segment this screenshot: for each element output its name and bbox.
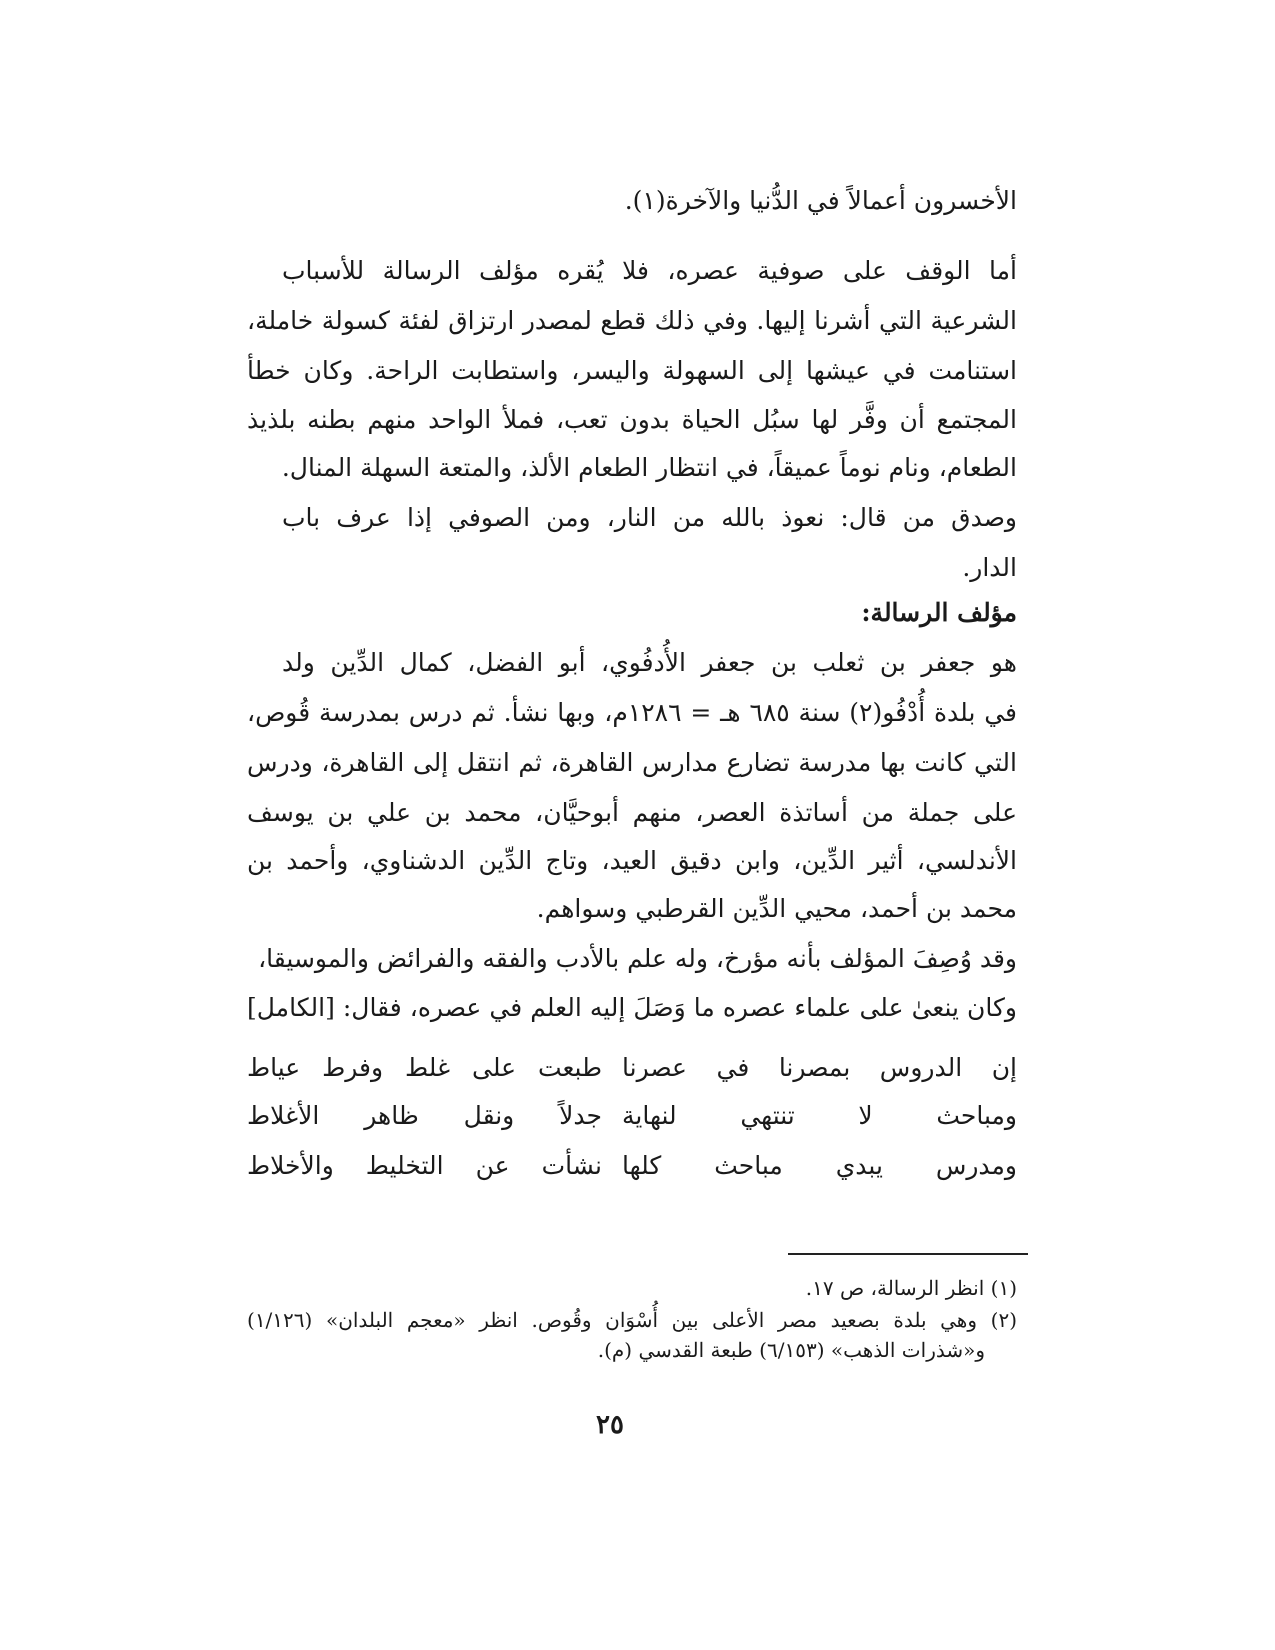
footnote-separator (788, 1253, 1028, 1255)
paragraph-first-line: وقد وُصِفَ المؤلف بأنه مؤرخ، وله علم بالأدب والفقه والفرائض والموسيقا، (258, 944, 1017, 973)
poem-verse (247, 1103, 1017, 1128)
footnote: (١) انظر الرسالة، ص ١٧. (805, 1276, 1017, 1300)
paragraph-first-line: وصدق من قال: نعوذ بالله من النار، ومن الصوفي إذا عرف باب (282, 503, 1017, 532)
body-line: وكان ينعىٰ على علماء عصره ما وَصَلَ إليه العلم في عصره، فقال: [الكامل] (247, 993, 1017, 1022)
paragraph-first-line: أما الوقف على صوفية عصره، فلا يُقره مؤلف الرسالة للأسباب (282, 256, 1017, 285)
verse-second-hemistich: طبعت على غلط وفرط عياط (247, 1053, 602, 1082)
verse-first-hemistich: إن الدروس بمصرنا في عصرنا (622, 1053, 1017, 1082)
body-line: استنامت في عيشها إلى السهولة واليسر، واستطابت الراحة. وكان خطأ (247, 356, 1017, 385)
body-line: الشرعية التي أشرنا إليها. وفي ذلك قطع لمصدر ارتزاق لفئة كسولة خاملة، (247, 306, 1017, 335)
poem-verse (247, 1055, 1017, 1080)
body-line: محمد بن أحمد، محيي الدِّين القرطبي وسواهم. (536, 894, 1017, 923)
body-line: في بلدة أُدْفُو(٢) سنة ٦٨٥ هـ = ١٢٨٦م، وبها نشأ. ثم درس بمدرسة قُوص، (247, 698, 1017, 727)
poem-verse (247, 1153, 1017, 1178)
body-line: الأخسرون أعمالاً في الدُّنيا والآخرة(١). (624, 186, 1017, 215)
body-line: التي كانت بها مدرسة تضارع مدارس القاهرة، ثم انتقل إلى القاهرة، ودرس (247, 748, 1017, 777)
verse-second-hemistich: جدلاً ونقل ظاهر الأغلاط (247, 1101, 602, 1130)
body-line: الدار. (962, 553, 1017, 582)
body-line: الأندلسي، أثير الدِّين، وابن دقيق العيد، وتاج الدِّين الدشناوي، وأحمد بن (247, 846, 1017, 875)
footnote: (٢) وهي بلدة بصعيد مصر الأعلى بين أُسْوَان وقُوص. انظر «معجم البلدان» (١/١٢٦) (247, 1308, 1017, 1332)
body-line: المجتمع أن وفَّر لها سبُل الحياة بدون تعب، فملأ الواحد منهم بطنه بلذيذ (247, 405, 1017, 434)
verse-first-hemistich: ومدرس يبدي مباحث كلها (622, 1151, 1017, 1180)
verse-first-hemistich: ومباحث لا تنتهي لنهاية (622, 1101, 1017, 1130)
body-line: على جملة من أساتذة العصر، منهم أبوحيَّان، محمد بن علي بن يوسف (247, 798, 1017, 827)
footnote-continuation: و«شذرات الذهب» (٦/١٥٣) طبعة القدسي (م). (597, 1338, 985, 1362)
body-line: الطعام، ونام نوماً عميقاً، في انتظار الطعام الألذ، والمتعة السهلة المنال. (281, 453, 1017, 482)
verse-second-hemistich: نشأت عن التخليط والأخلاط (247, 1151, 602, 1180)
paragraph-first-line: هو جعفر بن ثعلب بن جعفر الأُدفُوي، أبو الفضل، كمال الدِّين ولد (282, 648, 1017, 677)
section-heading: مؤلف الرسالة: (861, 598, 1017, 627)
page-number: ٢٥ (596, 1410, 624, 1440)
